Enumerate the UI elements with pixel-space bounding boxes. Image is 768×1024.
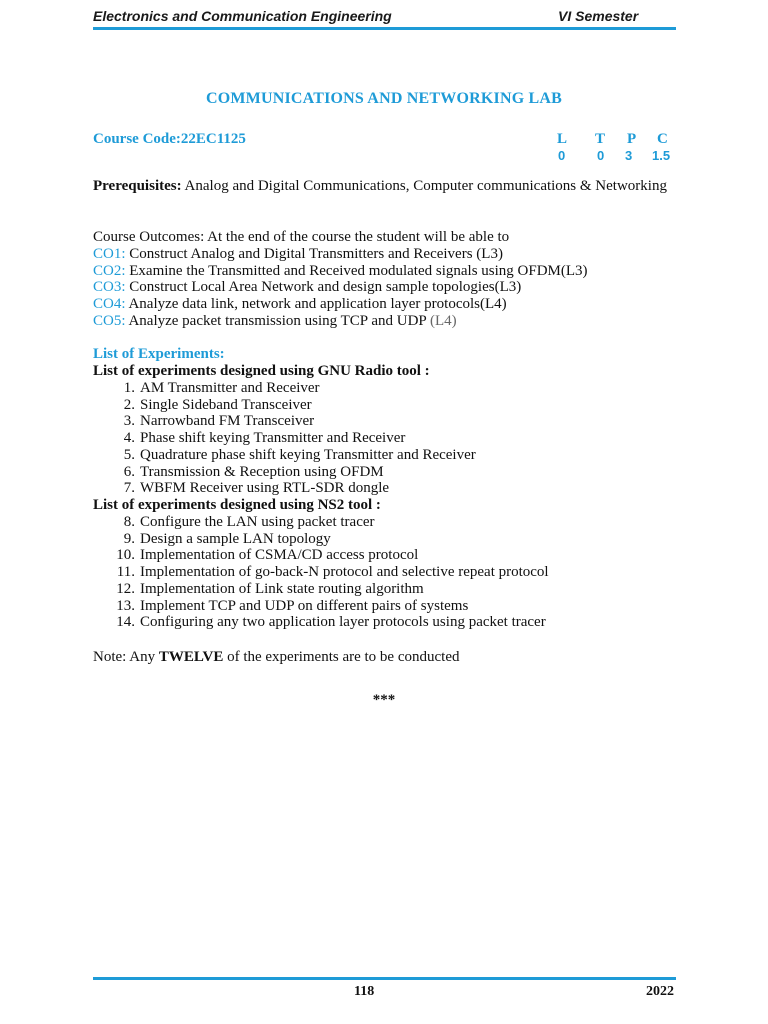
footer-year: 2022: [646, 984, 674, 999]
experiment-item: [93, 397, 693, 414]
experiment-number: 6.: [123, 463, 135, 480]
outcome-code: CO3:: [93, 279, 126, 296]
page-number: 118: [354, 984, 375, 999]
ns2-heading: List of experiments designed using NS2 tool :: [93, 497, 381, 513]
ltpc-l-label: L: [557, 131, 568, 147]
experiment-item: [93, 547, 693, 564]
experiment-text: Quadrature phase shift keying Transmitter and Receiver: [140, 446, 476, 463]
outcome-code: CO1:: [93, 245, 126, 262]
outcome-text: Analyze packet transmission using TCP and UDP: [128, 312, 427, 329]
experiment-item: [93, 413, 693, 430]
outcome-level: (L4): [429, 312, 457, 329]
outcome-item: [93, 263, 693, 280]
experiment-number: 13.: [116, 597, 135, 614]
gnu-radio-heading: List of experiments designed using GNU Radio tool :: [93, 363, 430, 379]
header-department: Electronics and Communication Engineering: [93, 8, 392, 24]
note-suffix: of the experiments are to be conducted: [227, 649, 460, 665]
experiment-item: [93, 564, 693, 581]
ltpc-c-value: 1.5: [652, 148, 671, 163]
outcome-text: Analyze data link, network and application layer protocols(L4): [128, 296, 507, 313]
outcome-item: [93, 246, 693, 263]
experiments-list: [93, 363, 693, 631]
note-prefix: Note: Any: [93, 649, 156, 665]
experiment-number: 11.: [116, 564, 135, 580]
experiment-number: 7.: [123, 480, 135, 497]
experiment-item: [93, 581, 693, 598]
experiment-number: 12.: [116, 580, 135, 597]
experiment-text: Transmission & Reception using OFDM: [140, 463, 384, 480]
experiment-text: Design a sample LAN topology: [140, 530, 331, 547]
page-title: COMMUNICATIONS AND NETWORKING LAB: [205, 90, 563, 107]
outcome-item: [93, 279, 693, 296]
experiment-number: 2.: [123, 396, 135, 413]
experiment-text: Narrowband FM Transceiver: [140, 413, 315, 430]
outcome-code: CO5:: [93, 312, 126, 329]
note-emphasis: TWELVE: [158, 649, 224, 665]
section-separator: ***: [372, 692, 396, 708]
experiment-item: [93, 531, 693, 548]
experiment-number: 3.: [123, 413, 135, 430]
outcome-text: Examine the Transmitted and Received modulated signals using OFDM(L3): [129, 262, 588, 279]
experiment-number: 8.: [123, 513, 135, 530]
experiment-text: WBFM Receiver using RTL-SDR dongle: [140, 480, 390, 497]
experiment-item: [93, 614, 693, 631]
note: [93, 649, 459, 666]
outcome-code: CO4:: [93, 296, 126, 313]
footer-rule: [93, 977, 676, 980]
experiment-number: 9.: [123, 530, 135, 547]
prerequisites-text: Analog and Digital Communications, Computer communications & Networking: [184, 178, 667, 194]
outcomes-intro: Course Outcomes: At the end of the course the student will be able to: [93, 229, 510, 245]
ltpc-l-value: 0: [558, 148, 566, 163]
experiment-text: Implement TCP and UDP on different pairs of systems: [140, 597, 469, 614]
experiment-item: [93, 380, 693, 397]
experiment-number: 14.: [116, 614, 135, 631]
experiment-text: Implementation of CSMA/CD access protocol: [140, 547, 419, 564]
ltpc-t-value: 0: [597, 148, 605, 163]
experiment-text: Single Sideband Transceiver: [140, 396, 312, 413]
outcome-code: CO2:: [93, 262, 126, 279]
experiment-text: Configuring any two application layer protocols using packet tracer: [140, 614, 546, 631]
course-outcomes: [93, 229, 693, 330]
experiment-text: Implementation of Link state routing algorithm: [140, 580, 424, 597]
experiment-number: 5.: [123, 446, 135, 463]
header-semester: VI Semester: [558, 8, 639, 24]
experiments-heading: List of Experiments:: [93, 346, 225, 362]
outcome-item: [93, 313, 693, 330]
experiment-number: 4.: [123, 430, 135, 446]
experiment-text: Implementation of go-back-N protocol and selective repeat protocol: [140, 564, 549, 580]
header-rule: [93, 27, 676, 30]
experiment-text: Configure the LAN using packet tracer: [140, 513, 375, 530]
ltpc-p-label: P: [627, 131, 637, 147]
experiment-text: AM Transmitter and Receiver: [140, 379, 320, 396]
ltpc-t-label: T: [595, 131, 606, 147]
outcome-text: Construct Analog and Digital Transmitters and Receivers (L3): [129, 245, 503, 262]
experiment-item: [93, 480, 693, 497]
experiment-item: [93, 447, 693, 464]
ltpc-c-label: C: [657, 131, 668, 147]
prerequisites: [93, 178, 676, 195]
experiment-text: Phase shift keying Transmitter and Receiver: [140, 430, 406, 446]
experiment-item: [93, 430, 693, 447]
experiment-item: [93, 464, 693, 481]
outcome-item: [93, 296, 693, 313]
ltpc-p-value: 3: [625, 148, 633, 163]
course-code: Course Code:22EC1125: [93, 131, 246, 147]
experiment-number: 1.: [123, 379, 135, 396]
experiment-item: [93, 598, 693, 615]
experiment-number: 10.: [116, 547, 135, 564]
outcome-text: Construct Local Area Network and design sample topologies(L3): [129, 279, 522, 296]
experiment-item: [93, 514, 693, 531]
prerequisites-label: Prerequisites:: [93, 178, 182, 194]
